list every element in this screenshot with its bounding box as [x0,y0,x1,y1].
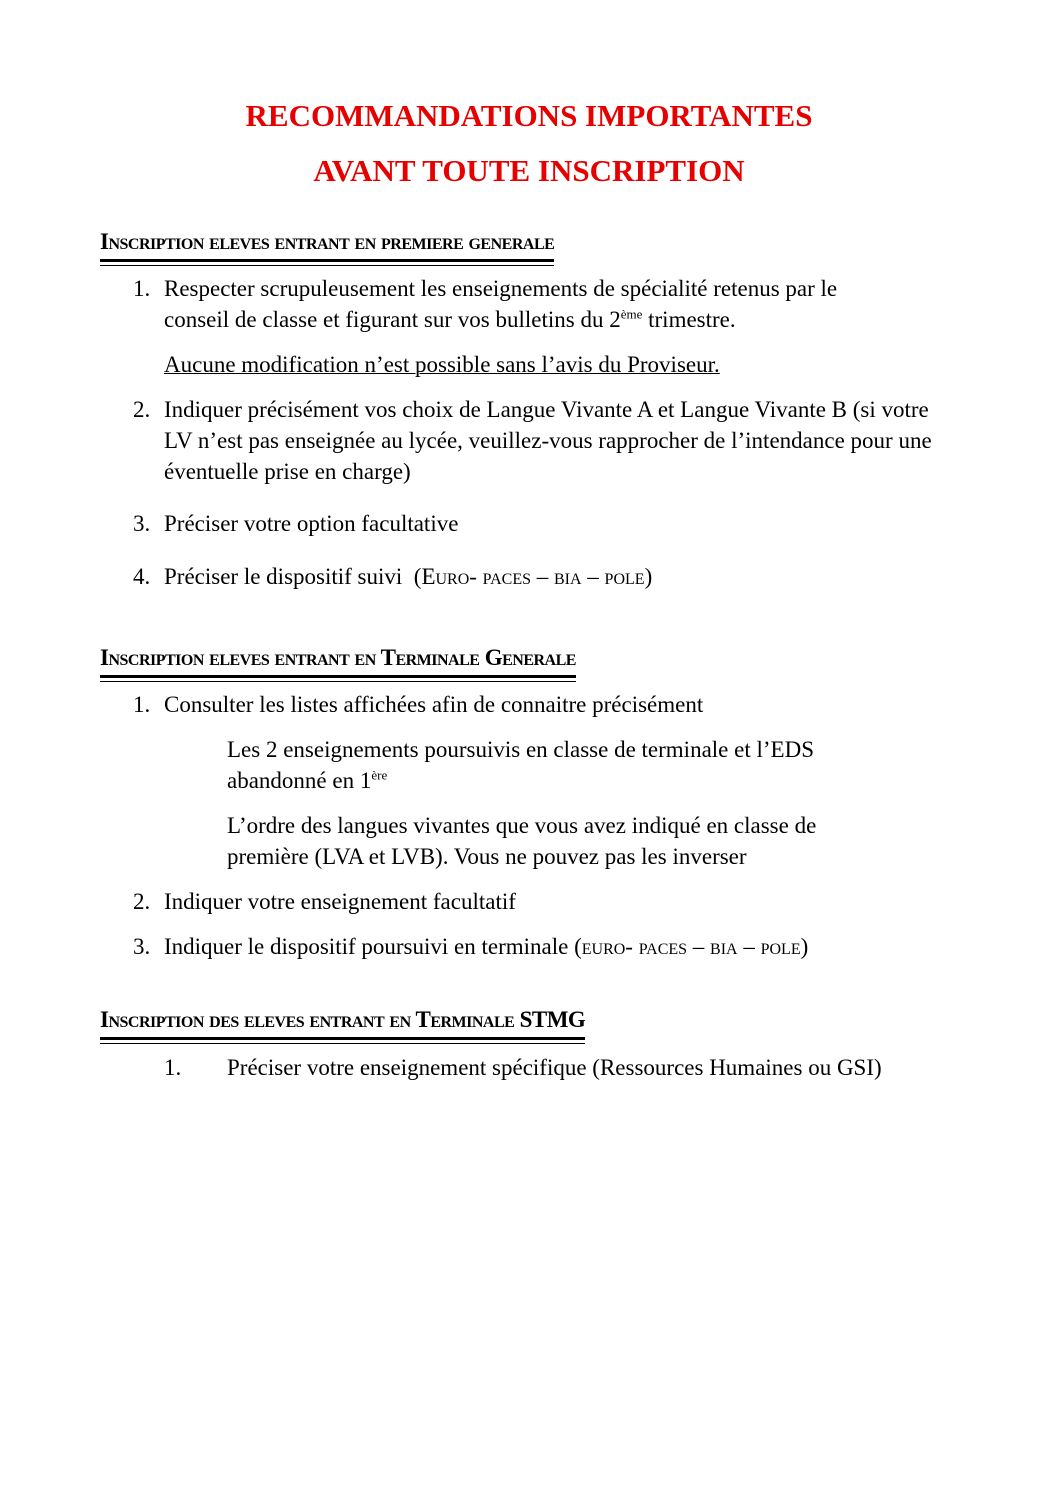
note-text: Aucune modification n’est possible sans l’avis du Proviseur. [164,352,720,377]
list-item: Indiquer votre enseignement facultatif [164,889,516,914]
item-text: ) [644,564,653,589]
title-line-1: RECOMMANDATIONS IMPORTANTES [245,98,813,133]
title-line-2: AVANT TOUTE INSCRIPTION [313,153,745,188]
list-number: 3. [133,511,151,536]
list-item: Indiquer précisément vos choix de Langue Vivante A et Langue Vivante B (si votre LV n’est pas enseignée au lycée, veuillez-vous rapprocher de l’intendance pour une éventuelle prise en charge) [164,397,932,484]
section-heading-premiere: Inscription eleves entrant en premiere generale [100,229,554,262]
item-text: Préciser le dispositif suivi ( [164,564,422,589]
section-heading-terminale-generale: Inscription eleves entrant en Terminale Generale [100,645,576,678]
list-item [164,273,904,335]
list-number: 2. [133,397,151,422]
list-number: 1. [133,692,151,717]
superscript: ère [371,767,388,783]
dispositif-list: euro- paces – bia – pole [581,934,801,959]
sub-paragraph [227,734,877,796]
list-item: Préciser votre enseignement spécifique (Ressources Humaines ou GSI) [227,1055,882,1080]
list-item [164,561,954,592]
item-text: Indiquer le dispositif poursuivi en terminale ( [164,934,582,959]
item-text: trimestre. [642,307,736,332]
list-number: 1. [164,1055,182,1080]
item-text: ) [800,934,809,959]
item-text: Respecter scrupuleusement les enseignements de spécialité retenus par le conseil de classe et figurant sur vos bulletins du 2 [164,276,838,332]
list-number: 1. [133,276,151,301]
sub-paragraph: L’ordre des langues vivantes que vous avez indiqué en classe de première (LVA et LVB). Vous ne pouvez pas les inverser [227,813,817,869]
list-number: 4. [133,564,151,589]
list-number: 3. [133,934,151,959]
list-number: 2. [133,889,151,914]
note [164,349,954,380]
item-text: Les 2 enseignements poursuivis en classe de terminale et l’EDS abandonné en 1 [227,737,814,793]
list-item [164,931,954,962]
section-heading-terminale-stmg: Inscription des eleves entrant en Terminale STMG [100,1007,585,1040]
dispositif-list: Euro- paces – bia – pole [421,564,645,589]
superscript: ème [620,306,643,322]
list-item: Préciser votre option facultative [164,511,459,536]
list-item: Consulter les listes affichées afin de connaitre précisément [164,692,704,717]
